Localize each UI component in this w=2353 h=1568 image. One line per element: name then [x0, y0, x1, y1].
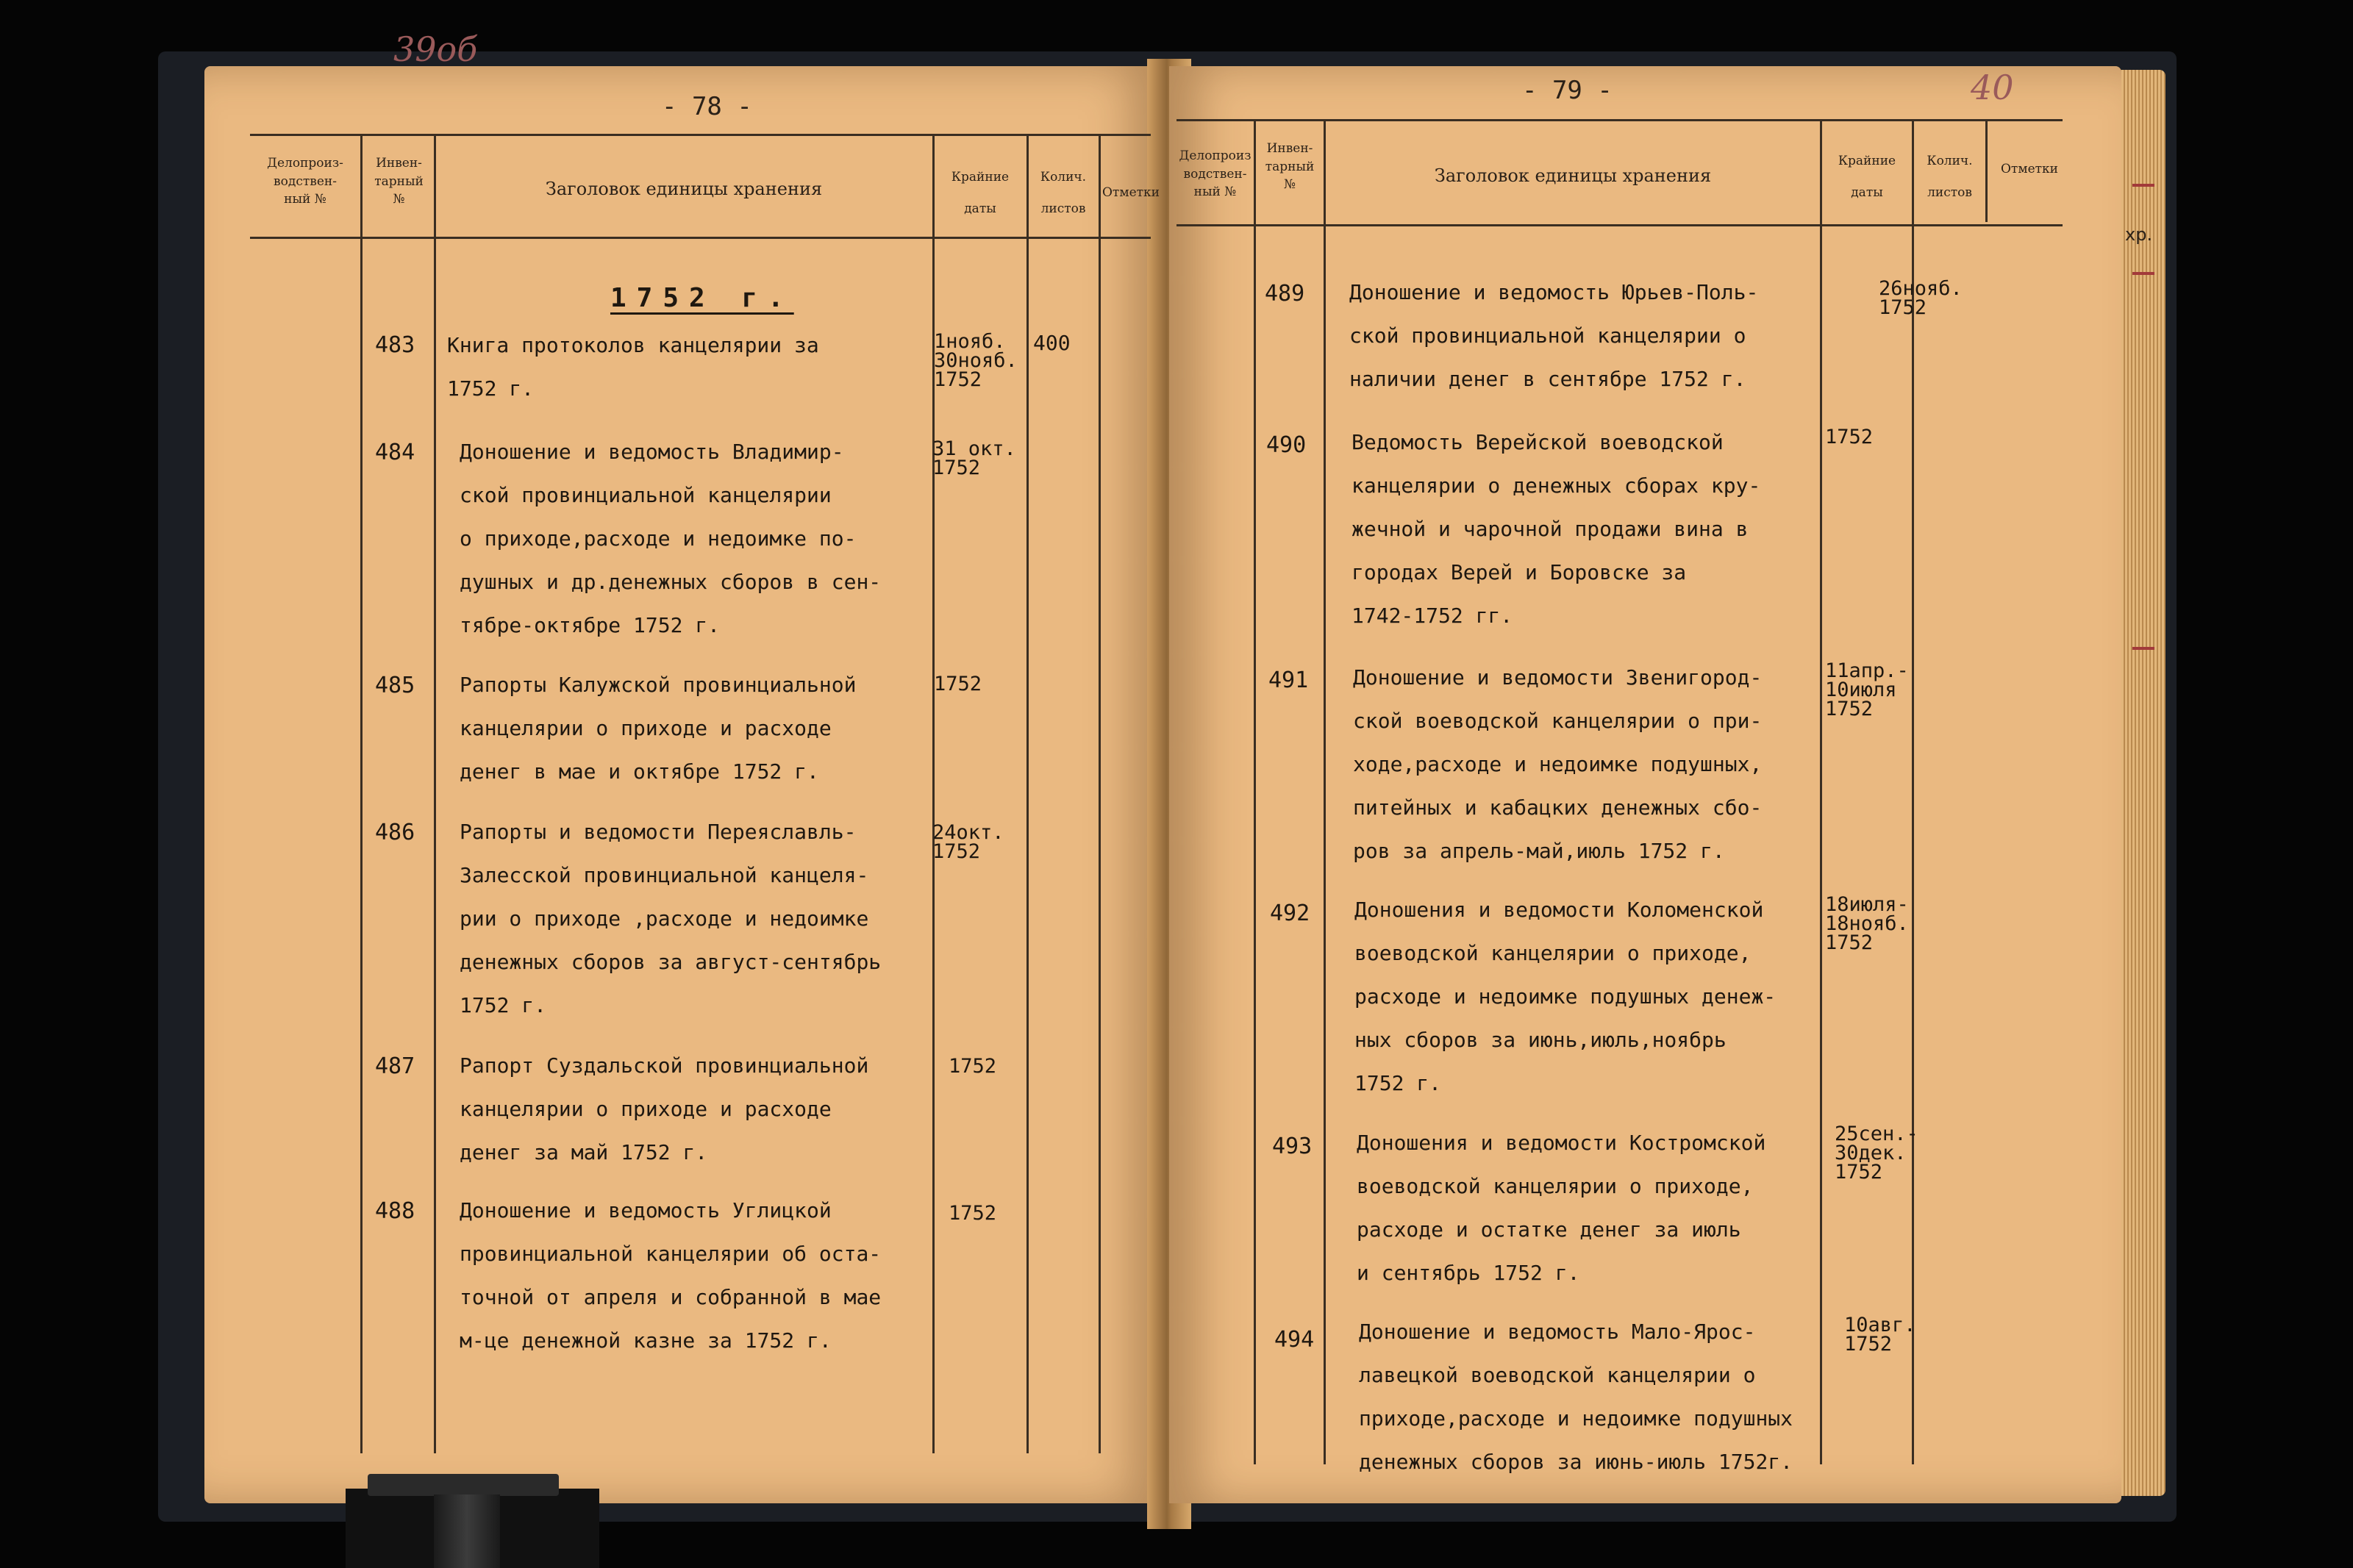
right-archive-number: 40 — [1971, 68, 2014, 107]
red-ink-mark — [2132, 272, 2154, 275]
entry-sheets: 400 — [1033, 331, 1071, 355]
entry-title: Рапорты и ведомости Переяславль- Залесской провинциальной канцеля- рии о приходе ,расходе и недоимке денежных сборов за август-сентябрь 1752 г. — [460, 820, 882, 1017]
entry-dates: 10авг. 1752 — [1844, 1314, 1916, 1356]
inventory-number: 488 — [375, 1198, 415, 1224]
entry-dates: 11апр.- 10июля 1752 — [1825, 659, 1909, 720]
year-heading: 1752 г. — [610, 283, 794, 313]
right-col-divider — [1324, 119, 1326, 1464]
entry-title: Доношение и ведомость Владимир- ской провинциальной канцелярии о приходе,расходе и недоимке по- душных и др.денежных сборов в сен- тябре-октябре 1752 г. — [460, 440, 882, 637]
page-edges — [2114, 70, 2165, 1496]
right-col-divider — [1254, 119, 1256, 1464]
entry-title: Доношение и ведомости Звенигород- ской воеводской канцелярии о при- ходе,расходе и недоимке подушных, питейных и кабацких денежных сбо- ров за апрель-май,июль 1752 г. — [1353, 665, 1763, 863]
right-col-divider — [1820, 119, 1822, 1464]
entry-title: Рапорты Калужской провинциальной канцелярии о приходе и расходе денег в мае и октябре 1752 г. — [460, 673, 857, 784]
inventory-number: 485 — [375, 673, 415, 698]
red-ink-mark — [2132, 184, 2154, 187]
right-header-title: Заголовок единицы хранения — [1434, 165, 1712, 186]
left-header-marks: Отметки — [1102, 185, 1160, 200]
right-page-number: - 79 - — [1522, 76, 1613, 105]
entry-dates: 18июля- 18нояб. 1752 — [1825, 893, 1909, 954]
entry-dates: 31 окт. 1752 — [932, 437, 1016, 479]
entry-title: Книга протоколов канцелярии за 1752 г. — [447, 333, 819, 401]
left-col-divider — [360, 134, 363, 1453]
right-header-office-number: Делопроиз водствен- ный № — [1179, 148, 1252, 200]
inventory-number: 486 — [375, 820, 415, 845]
binder-clip — [346, 1489, 599, 1568]
left-header-title: Заголовок единицы хранения — [545, 179, 823, 199]
inventory-number: 494 — [1274, 1327, 1315, 1353]
left-header-sheets: Колич. листов — [1040, 170, 1087, 216]
right-header-marks: Отметки — [2001, 162, 2058, 176]
left-header-dates: Крайние даты — [951, 170, 1010, 216]
left-header-top-rule — [250, 134, 1151, 136]
inventory-number: 491 — [1268, 667, 1309, 693]
entry-dates: 25сен.- 30дек. 1752 — [1835, 1123, 1918, 1184]
left-page-number: - 78 - — [662, 92, 752, 121]
inventory-number: 484 — [375, 440, 415, 465]
inventory-number: 483 — [375, 332, 415, 358]
left-header-office-number: Делопроиз- водствен- ный № — [267, 156, 343, 207]
left-header-inventory-number: Инвен- тарный № — [374, 156, 424, 207]
entry-dates: 1752 — [1825, 426, 1874, 448]
inventory-number: 487 — [375, 1053, 415, 1079]
inventory-number: 490 — [1266, 432, 1307, 458]
margin-note: хр. — [2125, 224, 2153, 245]
entry-title: Ведомость Верейской воеводской канцелярии о денежных сборах кру- жечной и чарочной продажи вина в городах Верей и Боровске за 1742-1752 гг. — [1352, 430, 1761, 628]
right-col-divider — [1985, 119, 1988, 222]
right-header-top-rule — [1176, 119, 2063, 121]
left-col-divider — [1026, 134, 1029, 1453]
entry-dates: 1752 — [934, 673, 982, 695]
left-col-divider — [434, 134, 436, 1453]
entry-dates: 1752 — [949, 1055, 997, 1078]
entry-dates: 1752 — [949, 1202, 997, 1225]
entry-dates: 1нояб. 30нояб. 1752 — [934, 330, 1018, 391]
entry-title: Доношения и ведомости Костромской воеводской канцелярии о приходе, расходе и остатке денег за июль и сентябрь 1752 г. — [1357, 1131, 1766, 1285]
right-header-sheets: Колич. листов — [1927, 154, 1973, 200]
entry-title: Доношение и ведомость Мало-Ярос- лавецкой воеводской канцелярии о приходе,расходе и недоимке подушных денежных сборов за июнь-июль 1752г. — [1359, 1320, 1793, 1474]
entry-title: Рапорт Суздальской провинциальной канцелярии о приходе и расходе денег за май 1752 г. — [460, 1053, 869, 1164]
entry-title: Доношение и ведомость Углицкой провинциальной канцелярии об оста- точной от апреля и собранной в мае м-це денежной казне за 1752 г. — [460, 1198, 882, 1353]
left-header-bottom-rule — [250, 237, 1151, 239]
right-header-dates: Крайние даты — [1838, 154, 1896, 200]
entry-title: Доношения и ведомости Коломенской воеводской канцелярии о приходе, расходе и недоимке подушных денеж- ных сборов за июнь,июль,ноябрь 1752 г. — [1354, 898, 1777, 1095]
left-col-divider — [1099, 134, 1101, 1453]
right-header-bottom-rule — [1176, 224, 2063, 226]
red-ink-mark — [2132, 647, 2154, 650]
entry-dates: 26нояб. 1752 — [1879, 277, 1963, 319]
inventory-number: 493 — [1272, 1134, 1313, 1159]
inventory-number: 492 — [1270, 901, 1310, 926]
entry-title: Доношение и ведомость Юрьев-Поль- ской провинциальной канцелярии о наличии денег в сентябре 1752 г. — [1349, 280, 1759, 391]
entry-dates: 24окт. 1752 — [932, 821, 1004, 863]
right-col-divider — [1912, 119, 1914, 1464]
right-header-inventory-number: Инвен- тарный № — [1265, 141, 1315, 193]
inventory-number: 489 — [1265, 281, 1305, 307]
left-archive-number: 39об — [393, 29, 478, 69]
